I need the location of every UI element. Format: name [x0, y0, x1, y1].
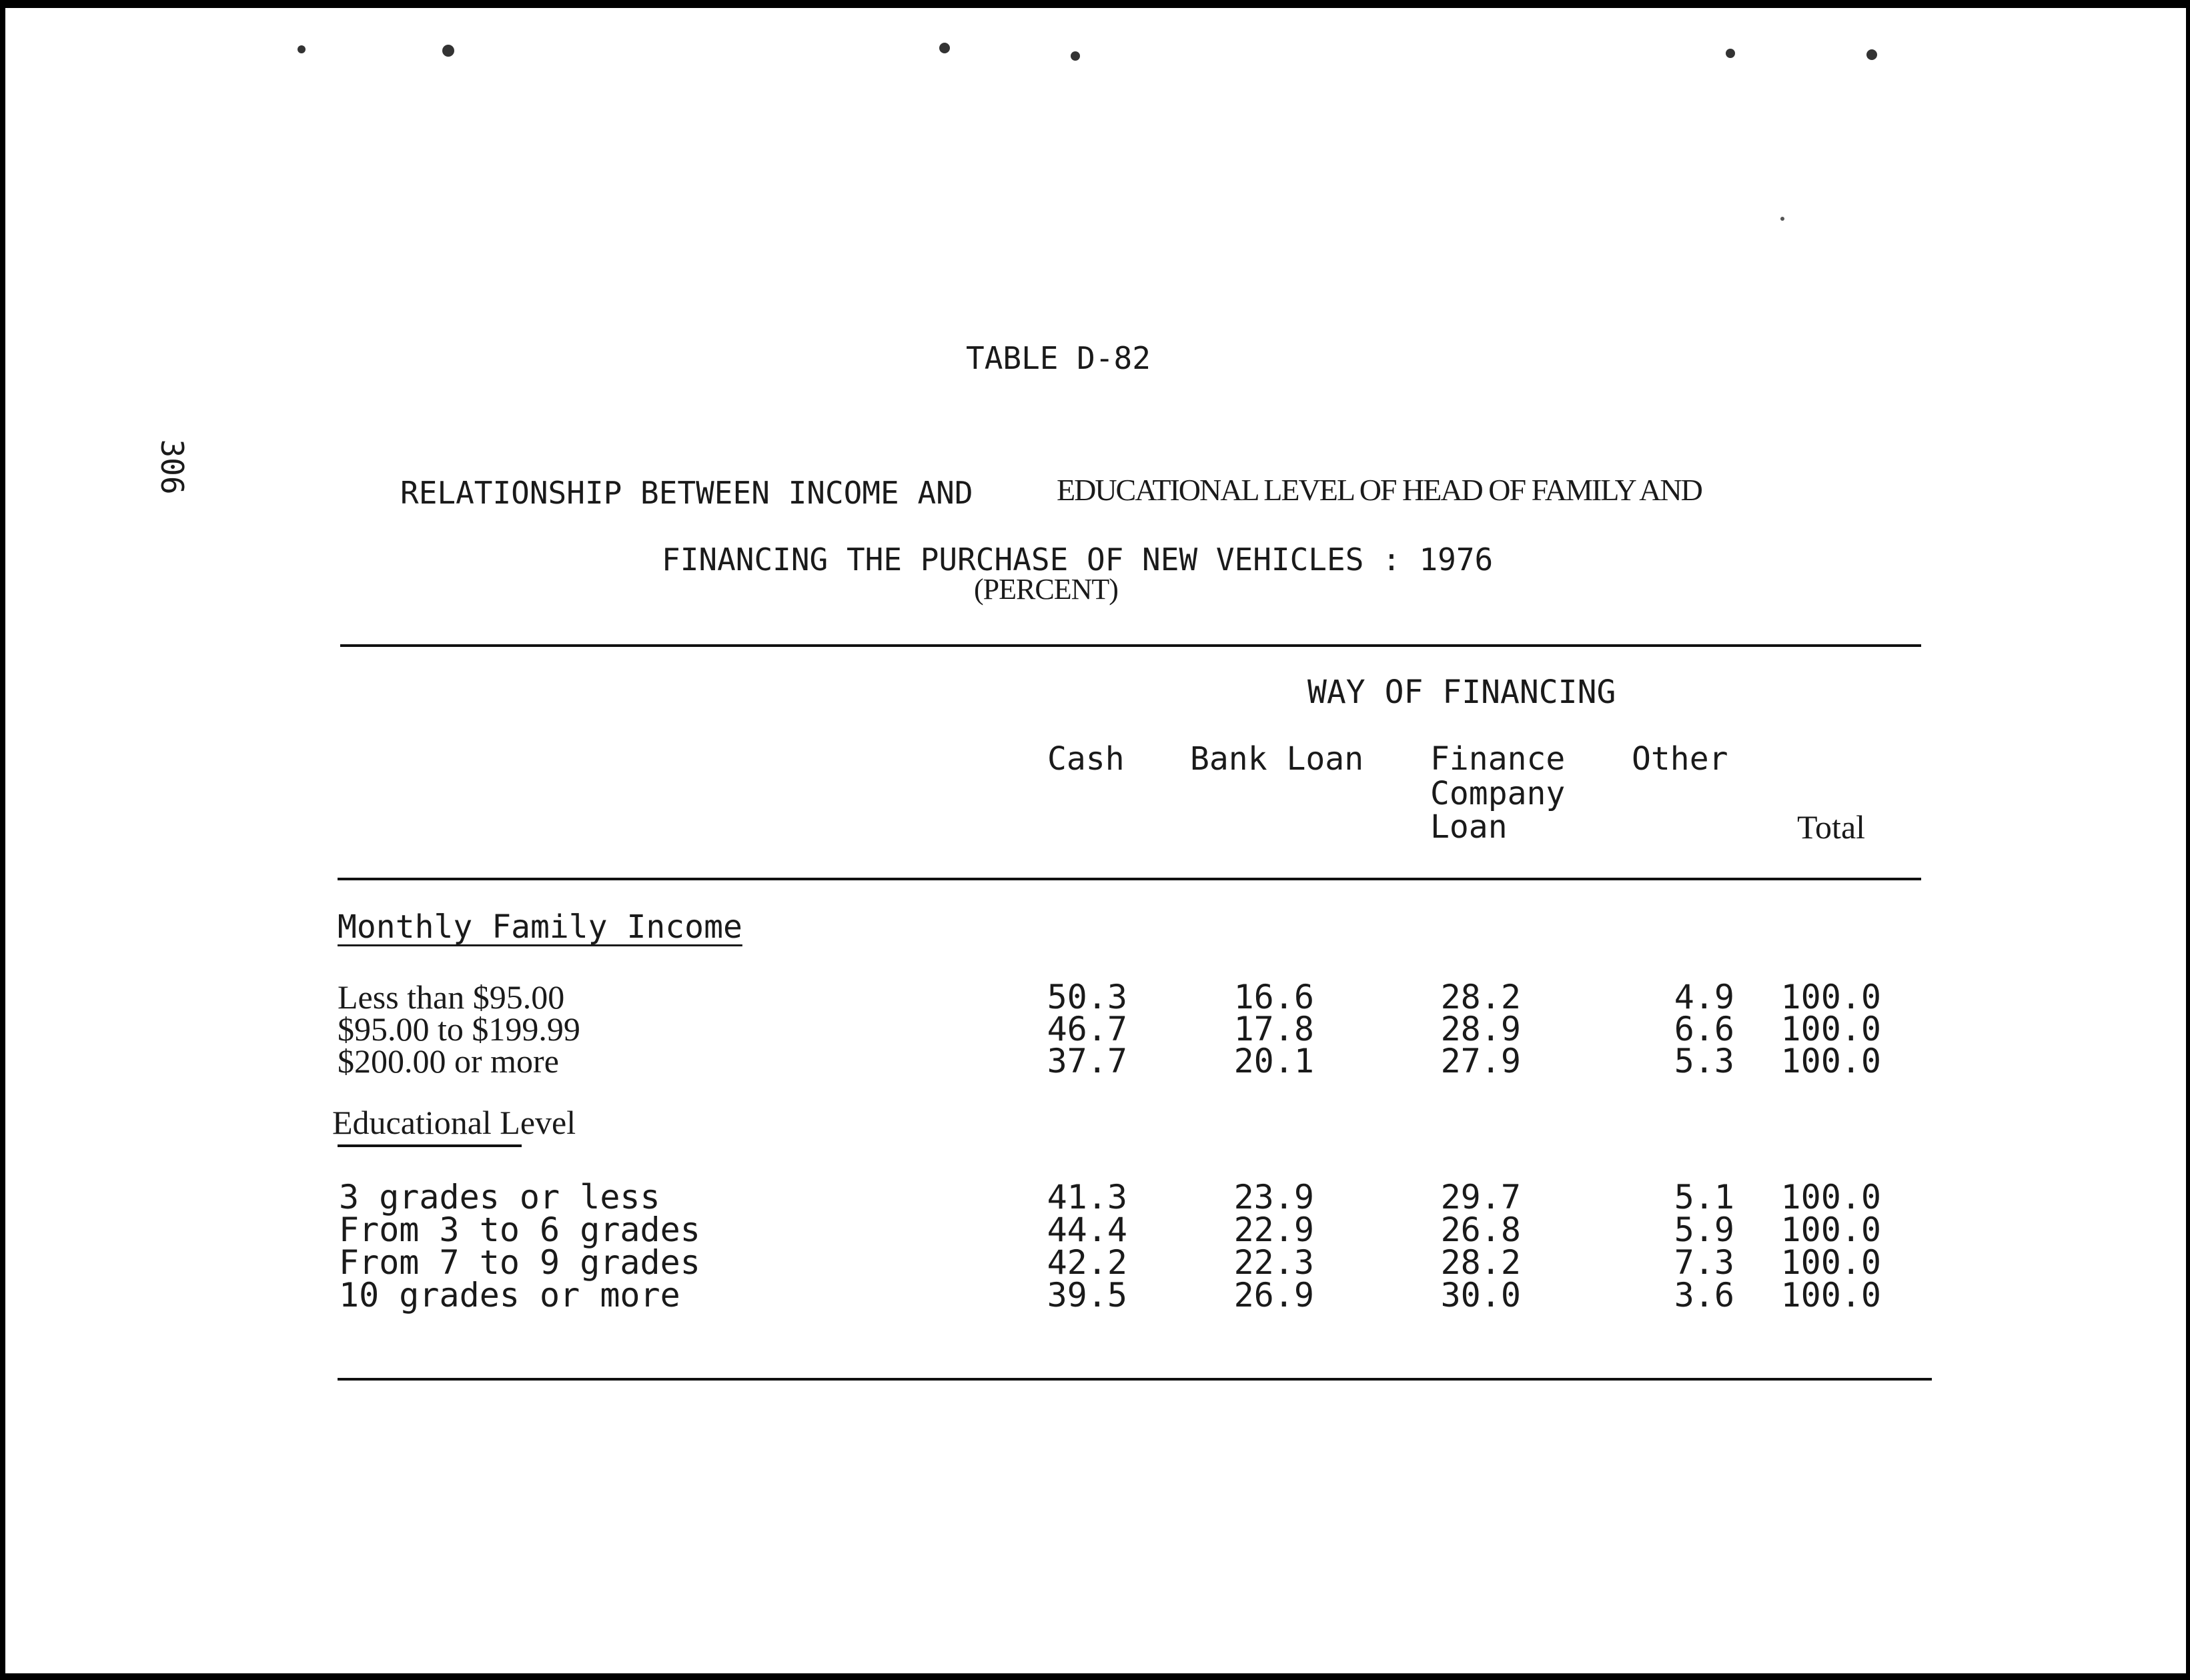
cell-cash: 44.4 — [1047, 1210, 1127, 1249]
cell-total: 100.0 — [1780, 1276, 1881, 1315]
table-row — [0, 1178, 2190, 1216]
row-label: 3 grades or less — [339, 1178, 660, 1216]
cell-total: 100.0 — [1780, 1243, 1881, 1282]
cell-finance-loan: 28.2 — [1440, 978, 1521, 1016]
cell-finance-loan: 28.2 — [1440, 1243, 1521, 1282]
cell-cash: 39.5 — [1047, 1276, 1127, 1315]
title-unit: (PERCENT) — [974, 573, 1118, 606]
cell-cash: 37.7 — [1047, 1042, 1127, 1080]
cell-bank-loan: 22.9 — [1233, 1210, 1314, 1249]
cell-cash: 41.3 — [1047, 1178, 1127, 1216]
cell-bank-loan: 20.1 — [1233, 1042, 1314, 1080]
title-line1-part-b: EDUCATIONAL LEVEL OF HEAD OF FAMILY AND — [1057, 473, 1702, 507]
table-row — [0, 978, 2190, 1016]
cell-finance-loan: 26.8 — [1440, 1210, 1521, 1249]
col-header-cash: Cash — [1047, 740, 1125, 778]
cell-total: 100.0 — [1780, 1210, 1881, 1249]
cell-total: 100.0 — [1780, 1178, 1881, 1216]
col-header-total: Total — [1797, 808, 1866, 846]
row-label: $200.00 or more — [338, 1042, 559, 1080]
col-header-bank-loan: Bank Loan — [1190, 740, 1364, 778]
cell-bank-loan: 22.3 — [1233, 1243, 1314, 1282]
cell-other: 6.6 — [1674, 1010, 1734, 1048]
spanner-heading: WAY OF FINANCING — [1307, 674, 1616, 711]
cell-finance-loan: 30.0 — [1440, 1276, 1521, 1315]
cell-cash: 50.3 — [1047, 978, 1127, 1016]
cell-finance-loan: 27.9 — [1440, 1042, 1521, 1080]
table-row — [0, 1210, 2190, 1249]
title-line2: FINANCING THE PURCHASE OF NEW VEHICLES : 1976 — [662, 542, 1494, 578]
cell-total: 100.0 — [1780, 978, 1881, 1016]
cell-total: 100.0 — [1780, 1010, 1881, 1048]
cell-finance-loan: 28.9 — [1440, 1010, 1521, 1048]
row-label: $95.00 to $199.99 — [338, 1010, 580, 1048]
table-row — [0, 1276, 2190, 1315]
row-label: 10 grades or more — [339, 1276, 680, 1315]
cell-bank-loan: 23.9 — [1233, 1178, 1314, 1216]
page-number: 306 — [154, 439, 190, 495]
row-label: Less than $95.00 — [338, 978, 565, 1016]
bottom-rule — [338, 1378, 1932, 1381]
section-heading-income: Monthly Family Income — [338, 908, 742, 946]
cell-finance-loan: 29.7 — [1440, 1178, 1521, 1216]
col-header-other: Other — [1632, 740, 1728, 778]
table-row — [0, 1010, 2190, 1048]
cell-other: 4.9 — [1674, 978, 1734, 1016]
cell-cash: 42.2 — [1047, 1243, 1127, 1282]
cell-other: 7.3 — [1674, 1243, 1734, 1282]
section-heading-underline — [338, 1144, 522, 1147]
col-header-finance-line3: Loan — [1430, 808, 1508, 846]
col-header-finance-line1: Finance — [1430, 740, 1566, 778]
title-line1-part-a: RELATIONSHIP BETWEEN INCOME AND — [400, 475, 973, 511]
top-rule — [340, 644, 1921, 647]
cell-cash: 46.7 — [1047, 1010, 1127, 1048]
table-label: TABLE D-82 — [966, 340, 1151, 376]
table-row — [0, 1042, 2190, 1080]
cell-other: 5.3 — [1674, 1042, 1734, 1080]
row-label: From 7 to 9 grades — [339, 1243, 700, 1282]
cell-other: 5.9 — [1674, 1210, 1734, 1249]
section-heading-education: Educational Level — [332, 1104, 576, 1141]
table-row — [0, 1243, 2190, 1282]
cell-bank-loan: 16.6 — [1233, 978, 1314, 1016]
cell-total: 100.0 — [1780, 1042, 1881, 1080]
cell-other: 3.6 — [1674, 1276, 1734, 1315]
row-label: From 3 to 6 grades — [339, 1210, 700, 1249]
header-rule — [338, 878, 1921, 880]
cell-other: 5.1 — [1674, 1178, 1734, 1216]
cell-bank-loan: 26.9 — [1233, 1276, 1314, 1315]
cell-bank-loan: 17.8 — [1233, 1010, 1314, 1048]
col-header-finance-line2: Company — [1430, 775, 1566, 812]
